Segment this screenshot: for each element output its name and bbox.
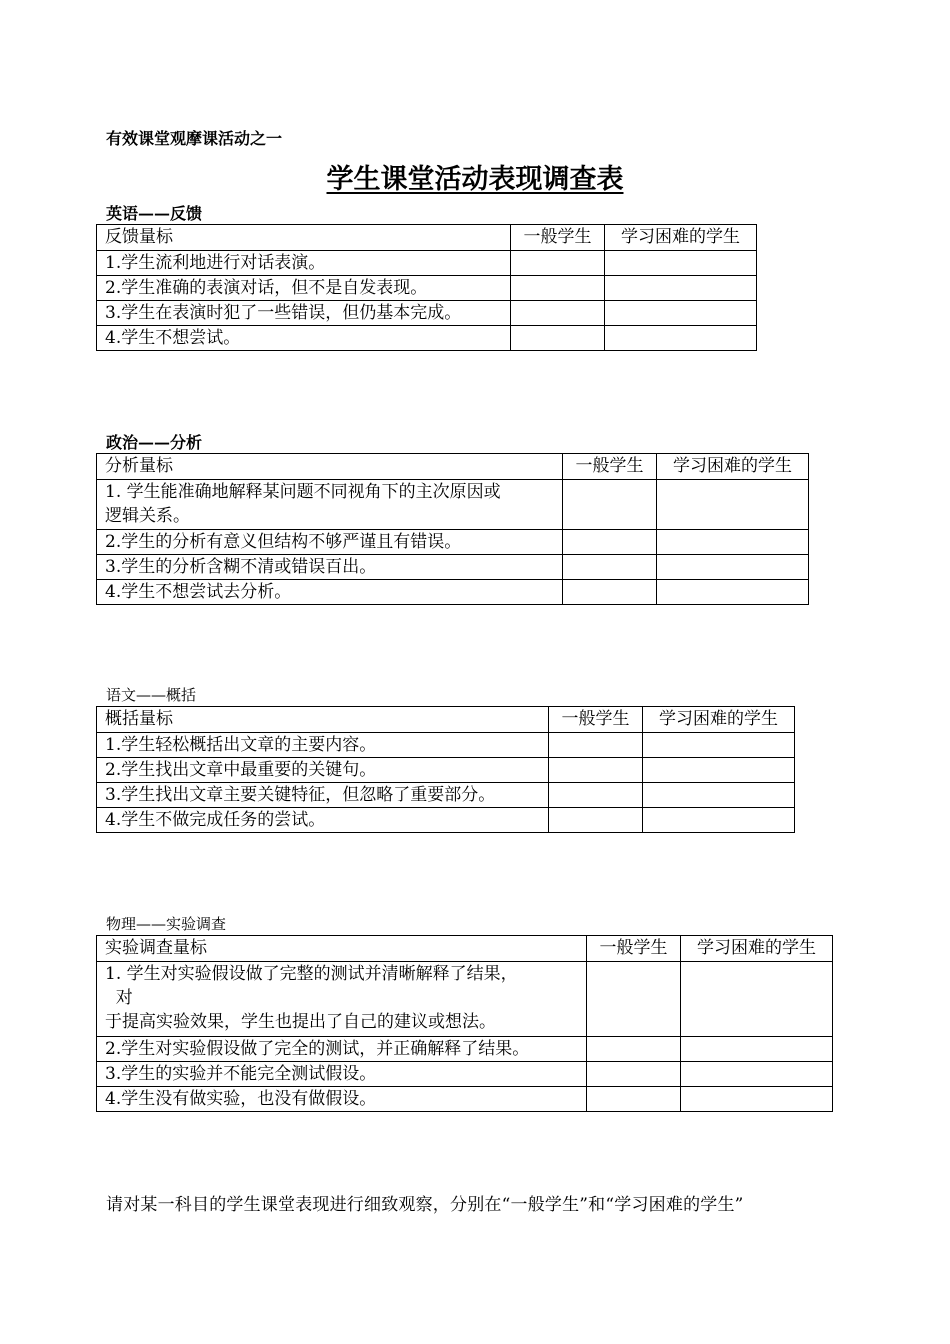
table-row bbox=[97, 808, 795, 833]
table-row bbox=[97, 480, 809, 530]
struggling-student-cell[interactable] bbox=[681, 962, 833, 1037]
table-physics bbox=[96, 935, 833, 1112]
table-row bbox=[97, 758, 795, 783]
average-student-cell[interactable] bbox=[549, 808, 643, 833]
section-label-physics: 物理——实验调查 bbox=[106, 915, 227, 933]
criteria-cell: 1.学生流利地进行对话表演。 bbox=[97, 251, 511, 276]
document-subtitle: 有效课堂观摩课活动之一 bbox=[106, 129, 283, 148]
table-header-row bbox=[97, 454, 809, 480]
average-student-cell[interactable] bbox=[587, 962, 681, 1037]
criteria-cell: 4.学生没有做实验，也没有做假设。 bbox=[97, 1087, 587, 1112]
section-label-english: 英语——反馈 bbox=[106, 204, 203, 223]
column-header-struggling: 学习困难的学生 bbox=[605, 225, 757, 251]
average-student-cell[interactable] bbox=[549, 783, 643, 808]
section-label-politics: 政治——分析 bbox=[106, 433, 203, 452]
average-student-cell[interactable] bbox=[511, 251, 605, 276]
document-title: 学生课堂活动表现调查表 bbox=[326, 164, 624, 195]
average-student-cell[interactable] bbox=[563, 480, 657, 530]
table-row bbox=[97, 580, 809, 605]
column-header-criteria: 分析量标 bbox=[97, 454, 563, 480]
table-row bbox=[97, 530, 809, 555]
table-header-row bbox=[97, 936, 833, 962]
struggling-student-cell[interactable] bbox=[605, 301, 757, 326]
struggling-student-cell[interactable] bbox=[657, 580, 809, 605]
section-label-chinese: 语文——概括 bbox=[106, 686, 197, 704]
struggling-student-cell[interactable] bbox=[657, 555, 809, 580]
table-row bbox=[97, 733, 795, 758]
table-row bbox=[97, 783, 795, 808]
struggling-student-cell[interactable] bbox=[681, 1087, 833, 1112]
struggling-student-cell[interactable] bbox=[657, 530, 809, 555]
table-chinese bbox=[96, 706, 795, 833]
table-row bbox=[97, 326, 757, 351]
average-student-cell[interactable] bbox=[587, 1062, 681, 1087]
average-student-cell[interactable] bbox=[549, 733, 643, 758]
struggling-student-cell[interactable] bbox=[643, 733, 795, 758]
average-student-cell[interactable] bbox=[563, 530, 657, 555]
table-english bbox=[96, 224, 757, 351]
criteria-cell: 2.学生的分析有意义但结构不够严谨且有错误。 bbox=[97, 530, 563, 555]
average-student-cell[interactable] bbox=[587, 1087, 681, 1112]
table-row bbox=[97, 301, 757, 326]
column-header-struggling: 学习困难的学生 bbox=[681, 936, 833, 962]
criteria-cell: 4.学生不做完成任务的尝试。 bbox=[97, 808, 549, 833]
criteria-cell: 2.学生对实验假设做了完全的测试，并正确解释了结果。 bbox=[97, 1037, 587, 1062]
column-header-average: 一般学生 bbox=[511, 225, 605, 251]
average-student-cell[interactable] bbox=[511, 301, 605, 326]
table-row bbox=[97, 276, 757, 301]
average-student-cell[interactable] bbox=[587, 1037, 681, 1062]
criteria-cell: 4.学生不想尝试。 bbox=[97, 326, 511, 351]
column-header-criteria: 反馈量标 bbox=[97, 225, 511, 251]
struggling-student-cell[interactable] bbox=[657, 480, 809, 530]
column-header-struggling: 学习困难的学生 bbox=[643, 707, 795, 733]
criteria-cell: 3.学生找出文章主要关键特征，但忽略了重要部分。 bbox=[97, 783, 549, 808]
struggling-student-cell[interactable] bbox=[605, 326, 757, 351]
column-header-average: 一般学生 bbox=[563, 454, 657, 480]
criteria-cell: 3.学生的分析含糊不清或错误百出。 bbox=[97, 555, 563, 580]
struggling-student-cell[interactable] bbox=[681, 1037, 833, 1062]
criteria-cell: 3.学生在表演时犯了一些错误，但仍基本完成。 bbox=[97, 301, 511, 326]
table-row bbox=[97, 962, 833, 1037]
criteria-cell: 1.学生轻松概括出文章的主要内容。 bbox=[97, 733, 549, 758]
table-row bbox=[97, 251, 757, 276]
table-row bbox=[97, 1062, 833, 1087]
column-header-criteria: 实验调查量标 bbox=[97, 936, 587, 962]
table-header-row bbox=[97, 707, 795, 733]
table-row bbox=[97, 555, 809, 580]
table-header-row bbox=[97, 225, 757, 251]
table-row bbox=[97, 1037, 833, 1062]
struggling-student-cell[interactable] bbox=[643, 758, 795, 783]
criteria-cell: 1. 学生对实验假设做了完整的测试并清晰解释了结果， 对 于提高实验效果，学生也提出了自己的建议或想法。 bbox=[97, 962, 587, 1037]
table-row bbox=[97, 1087, 833, 1112]
criteria-cell: 4.学生不想尝试去分析。 bbox=[97, 580, 563, 605]
struggling-student-cell[interactable] bbox=[605, 276, 757, 301]
column-header-average: 一般学生 bbox=[549, 707, 643, 733]
criteria-cell: 1. 学生能准确地解释某问题不同视角下的主次原因或 逻辑关系。 bbox=[97, 480, 563, 530]
average-student-cell[interactable] bbox=[549, 758, 643, 783]
average-student-cell[interactable] bbox=[511, 326, 605, 351]
instruction-text: 请对某一科目的学生课堂表现进行细致观察，分别在“一般学生”和“学习困难的学生” bbox=[106, 1195, 744, 1215]
average-student-cell[interactable] bbox=[563, 555, 657, 580]
average-student-cell[interactable] bbox=[511, 276, 605, 301]
column-header-average: 一般学生 bbox=[587, 936, 681, 962]
struggling-student-cell[interactable] bbox=[643, 808, 795, 833]
average-student-cell[interactable] bbox=[563, 580, 657, 605]
criteria-cell: 3.学生的实验并不能完全测试假设。 bbox=[97, 1062, 587, 1087]
struggling-student-cell[interactable] bbox=[681, 1062, 833, 1087]
column-header-criteria: 概括量标 bbox=[97, 707, 549, 733]
criteria-cell: 2.学生准确的表演对话，但不是自发表现。 bbox=[97, 276, 511, 301]
struggling-student-cell[interactable] bbox=[605, 251, 757, 276]
column-header-struggling: 学习困难的学生 bbox=[657, 454, 809, 480]
struggling-student-cell[interactable] bbox=[643, 783, 795, 808]
table-politics bbox=[96, 453, 809, 605]
criteria-cell: 2.学生找出文章中最重要的关键句。 bbox=[97, 758, 549, 783]
